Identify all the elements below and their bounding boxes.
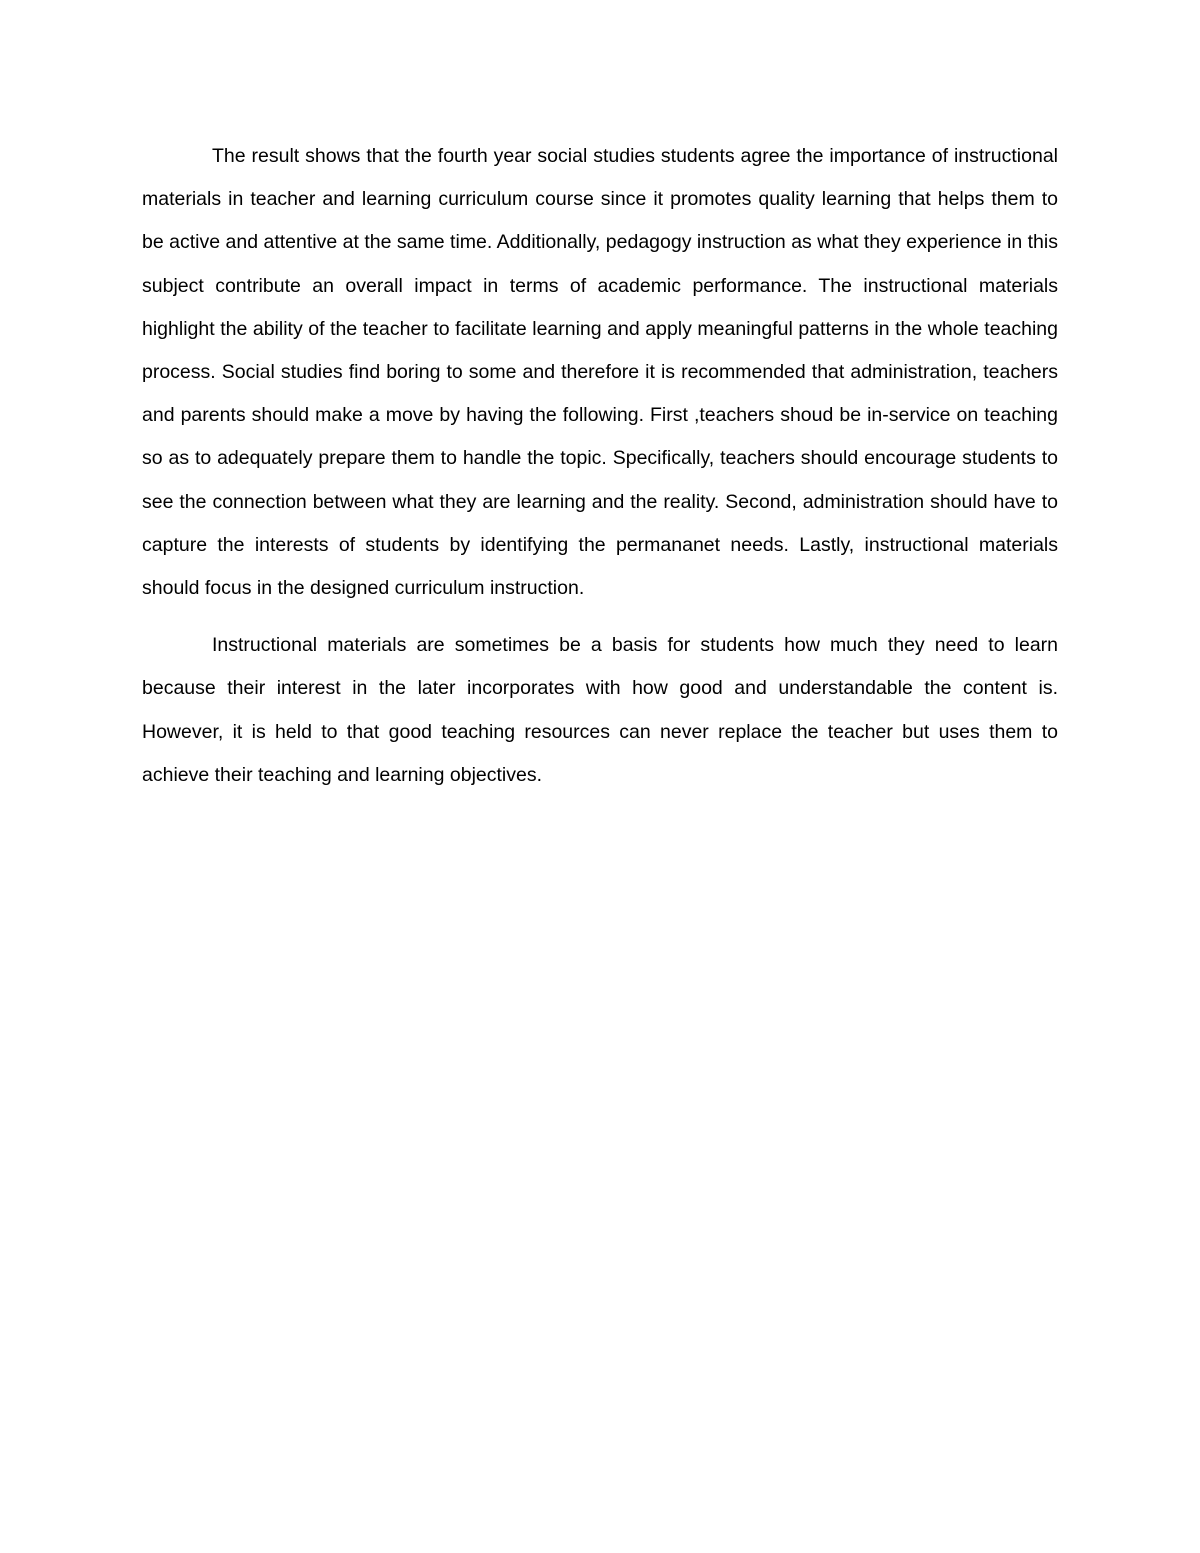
document-body xyxy=(142,135,1058,797)
paragraph-2: Instructional materials are sometimes be a basis for students how much they need to learn because their interest in the later incorporates with how good and understandable the content is. However, it is held to that good teaching resources can never replace the teacher but uses them to achieve their teaching and learning objectives. xyxy=(142,634,1058,786)
paragraph-1: The result shows that the fourth year social studies students agree the importance of instructional materials in teacher and learning curriculum course since it promotes quality learning that helps them to be active and attentive at the same time. Additionally, pedagogy instruction as what they experience in this subject contribute an overall impact in terms of academic performance. The instructional materials highlight the ability of the teacher to facilitate learning and apply meaningful patterns in the whole teaching process. Social studies find boring to some and therefore it is recommended that administration, teachers and parents should make a move by having the following. First ,teachers shoud be in-service on teaching so as to adequately prepare them to handle the topic. Specifically, teachers should encourage students to see the connection between what they are learning and the reality. Second, administration should have to capture the interests of students by identifying the permananet needs. Lastly, instructional materials should focus in the designed curriculum instruction. xyxy=(142,145,1058,600)
